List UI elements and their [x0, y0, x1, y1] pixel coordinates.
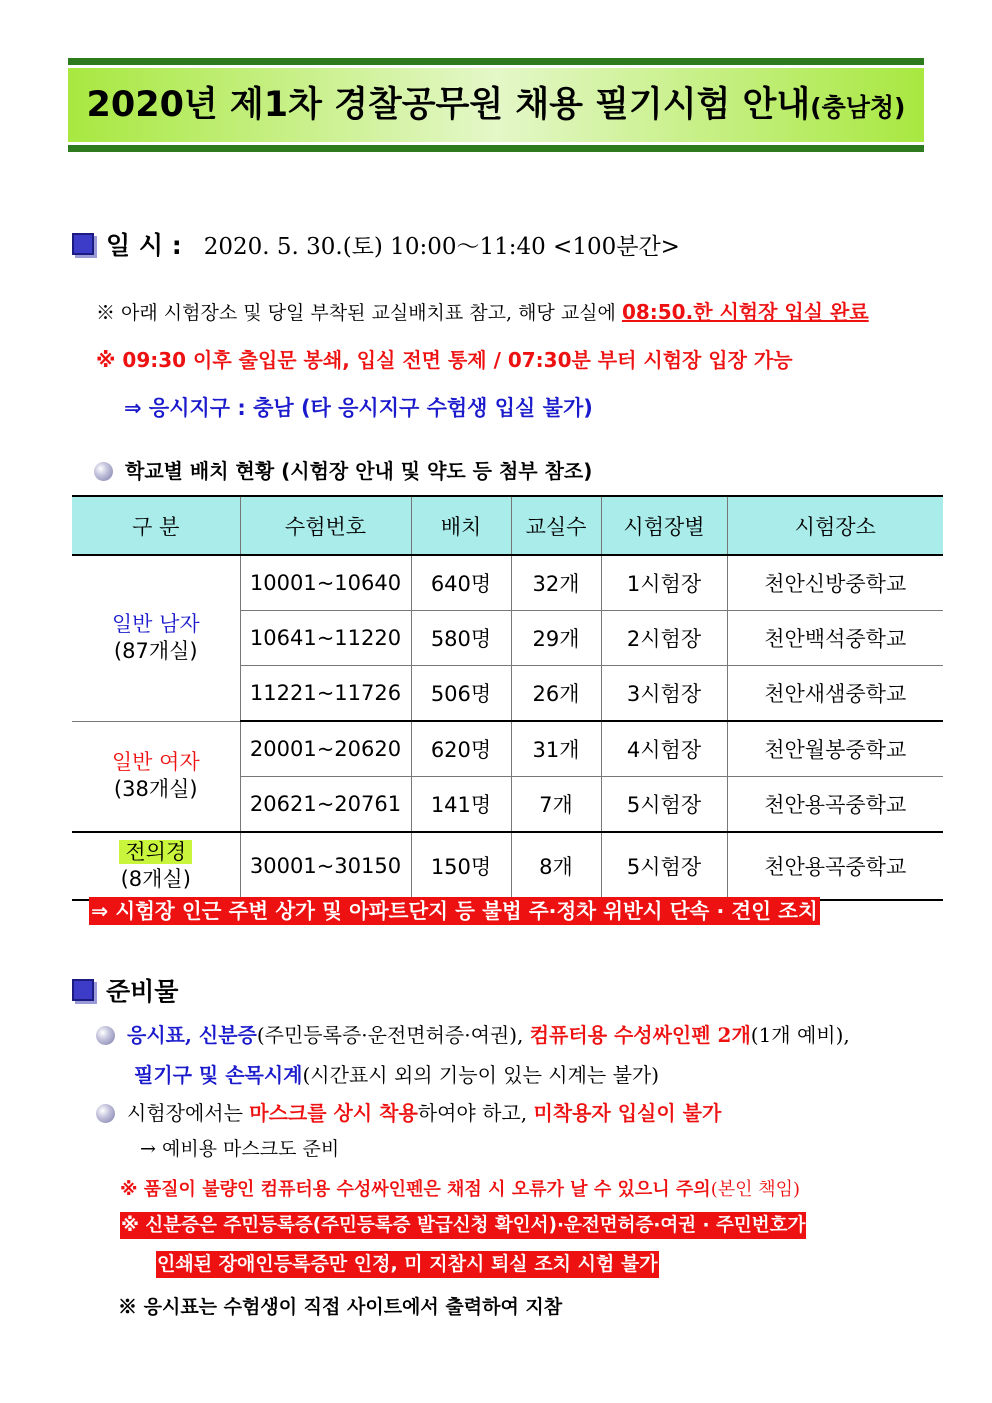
supplies-line3-d: 미착용자 입실이 불가 [533, 1101, 722, 1125]
exam-site: 5시험장 [601, 777, 727, 833]
room-count: 31개 [511, 721, 601, 777]
group-cell [72, 555, 240, 721]
supplies-line3-c: 하여야 하고, [417, 1101, 534, 1125]
group-name: 일반 남자 [111, 611, 200, 636]
exam-range: 30001~30150 [240, 832, 411, 900]
supplies-line2-b: (시간표시 외의 기능이 있는 시계는 불가) [302, 1063, 660, 1087]
exam-place: 천안용곡중학교 [727, 777, 943, 833]
square-bullet-icon [72, 233, 94, 255]
supplies-line1-d: (1개 예비), [750, 1023, 850, 1047]
schedule-note-3: ⇒ 응시지구 : 충남 (타 응시지구 수험생 입실 불가) [124, 396, 593, 420]
exam-site: 4시험장 [601, 721, 727, 777]
group-cell [72, 832, 240, 900]
title-suffix: (충남청) [810, 93, 906, 122]
supplies-line-1 [96, 1019, 850, 1048]
exam-place: 천안백석중학교 [727, 611, 943, 666]
exam-site: 2시험장 [601, 611, 727, 666]
group-name: 일반 여자 [111, 749, 200, 774]
supplies-label: 준비물 [106, 977, 179, 1006]
supplies-line1-c: 컴퓨터용 수성싸인펜 2개 [529, 1023, 751, 1047]
exam-range: 11221~11726 [240, 666, 411, 722]
exam-place: 천안새샘중학교 [727, 666, 943, 722]
round-bullet-icon [96, 1104, 115, 1123]
title-bar-bottom [68, 145, 924, 152]
table-header-row [72, 496, 943, 555]
supplies-line-3 [96, 1097, 721, 1126]
group-cell [72, 721, 240, 832]
table-row [72, 832, 943, 900]
note1-prefix: ※ 아래 시험장소 및 당일 부착된 교실배치표 참고, 해당 교실에 [96, 302, 622, 324]
col-header: 시험장별 [601, 496, 727, 555]
title-banner [68, 58, 924, 152]
seat-count: 620명 [411, 721, 511, 777]
room-count: 7개 [511, 777, 601, 833]
group-sub: (8개실) [120, 867, 191, 891]
table-row [72, 721, 943, 777]
placement-heading-text: 학교별 배치 현황 (시험장 안내 및 약도 등 첨부 참조) [125, 459, 593, 483]
supplies-line-2 [134, 1059, 659, 1088]
seat-count: 506명 [411, 666, 511, 722]
exam-range: 20001~20620 [240, 721, 411, 777]
round-bullet-icon [94, 462, 113, 481]
exam-range: 20621~20761 [240, 777, 411, 833]
room-count: 29개 [511, 611, 601, 666]
exam-site: 3시험장 [601, 666, 727, 722]
table-row [72, 555, 943, 611]
col-header: 구 분 [72, 496, 240, 555]
supplies-note-1 [120, 1175, 800, 1201]
supplies-section-header [72, 972, 178, 1008]
supplies-note-2b: 인쇄된 장애인등록증만 인정, 미 지참시 퇴실 조치 시험 불가 [156, 1251, 659, 1278]
supplies-line2-a: 필기구 및 손목시계 [134, 1063, 303, 1087]
seat-count: 640명 [411, 555, 511, 611]
supplies-note1-b: (본인 책임) [710, 1179, 801, 1200]
schedule-value: 2020. 5. 30.(토) 10:00～11:40 <100분간> [203, 233, 680, 260]
placement-heading [94, 455, 592, 484]
supplies-line3-a: 시험장에서는 [127, 1101, 250, 1125]
col-header: 수험번호 [240, 496, 411, 555]
square-bullet-icon [72, 979, 94, 1001]
supplies-line3-b: 마스크를 상시 착용 [249, 1101, 418, 1125]
page-title [68, 70, 924, 140]
title-main: 2020년 제1차 경찰공무원 채용 필기시험 안내 [86, 85, 811, 125]
schedule-label: 일 시 : [106, 231, 182, 260]
round-bullet-icon [96, 1026, 115, 1045]
supplies-note1-a: ※ 품질이 불량인 컴퓨터용 수성싸인펜은 채점 시 오류가 날 수 있으니 주의 [120, 1179, 711, 1200]
room-count: 26개 [511, 666, 601, 722]
seat-count: 580명 [411, 611, 511, 666]
exam-range: 10001~10640 [240, 555, 411, 611]
title-bar-top [68, 58, 924, 65]
room-count: 8개 [511, 832, 601, 900]
group-sub: (38개실) [113, 777, 198, 802]
exam-place: 천안월봉중학교 [727, 721, 943, 777]
room-count: 32개 [511, 555, 601, 611]
supplies-line1-b: (주민등록증·운전면허증·여권), [256, 1023, 530, 1047]
supplies-note-2a: ※ 신분증은 주민등록증(주민등록증 발급신청 확인서)·운전면허증·여권 · 주민번호가 [120, 1212, 806, 1239]
exam-place: 천안신방중학교 [727, 555, 943, 611]
supplies-line-4: → 예비용 마스크도 준비 [140, 1138, 340, 1160]
col-header: 배치 [411, 496, 511, 555]
seat-count: 141명 [411, 777, 511, 833]
group-name: 전의경 [119, 840, 192, 864]
exam-range: 10641~11220 [240, 611, 411, 666]
supplies-line1-a: 응시표, 신분증 [127, 1023, 257, 1047]
note1-emphasis: 08:50.한 시험장 입실 완료 [621, 300, 869, 324]
exam-site: 5시험장 [601, 832, 727, 900]
schedule-note-2: ※ 09:30 이후 출입문 봉쇄, 입실 전면 통제 / 07:30분 부터 시험장 입장 가능 [96, 348, 793, 372]
seat-count: 150명 [411, 832, 511, 900]
schedule-note-1 [96, 296, 869, 325]
placement-table [72, 495, 943, 901]
parking-warning: ⇒ 시험장 인근 주변 상가 및 아파트단지 등 불법 주·정차 위반시 단속 · 견인 조치 [91, 899, 818, 923]
col-header: 시험장소 [727, 496, 943, 555]
schedule-section-header [72, 226, 680, 262]
exam-place: 천안용곡중학교 [727, 832, 943, 900]
group-sub: (87개실) [113, 639, 198, 664]
exam-site: 1시험장 [601, 555, 727, 611]
supplies-note-3: ※ 응시표는 수험생이 직접 사이트에서 출력하여 지참 [118, 1296, 563, 1318]
col-header: 교실수 [511, 496, 601, 555]
